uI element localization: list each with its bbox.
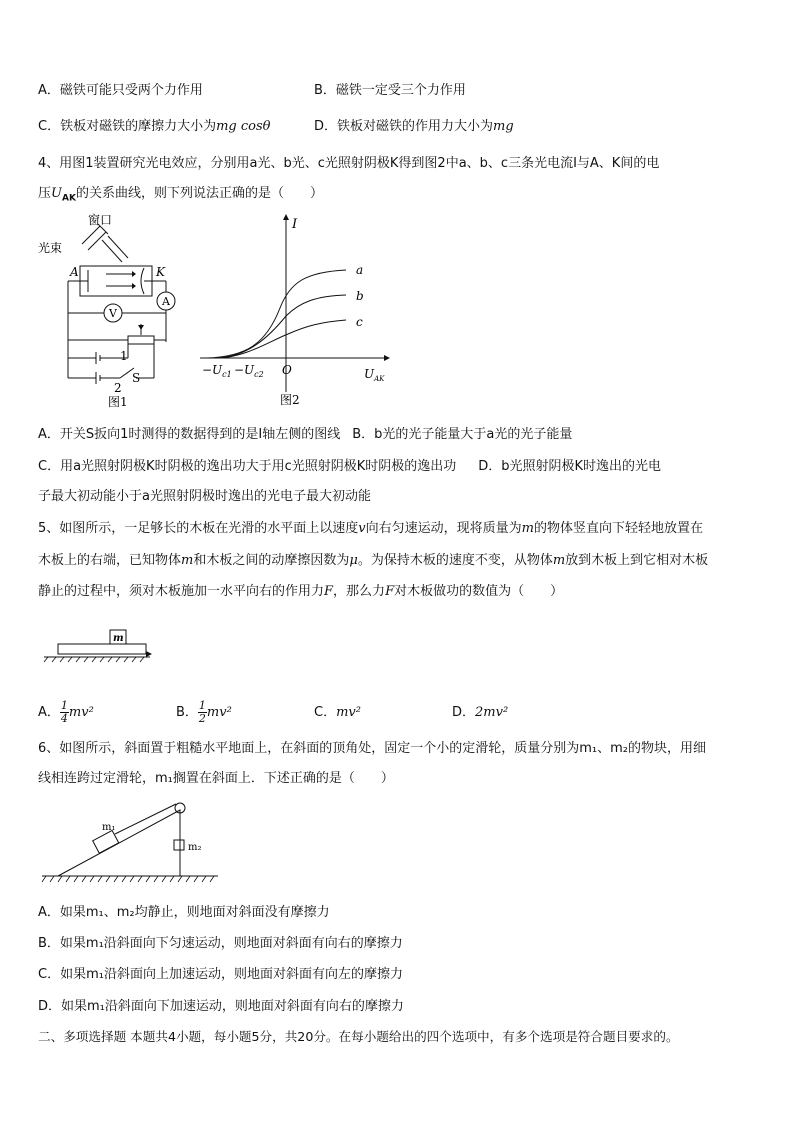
fig1-caption: 图1 — [108, 395, 128, 409]
curve-a — [206, 270, 346, 358]
fig1-label-pos1: 1 — [120, 349, 128, 363]
q5-option-c: C．mv² — [314, 705, 361, 720]
figure-1-circuit — [36, 212, 196, 412]
fig1-label-beam: 光束 — [38, 241, 63, 255]
q3-option-c — [38, 118, 270, 136]
q6-figure-m2: m₂ — [188, 842, 202, 853]
curve-c — [218, 320, 346, 358]
fig2-label-a: a — [356, 263, 364, 277]
q5-option-d: D．2mv² — [452, 705, 509, 720]
q6-option-b: B．如果m₁沿斜面向下匀速运动，则地面对斜面有向右的摩擦力 — [38, 936, 403, 951]
fig1-label-switch: S — [132, 371, 141, 385]
q6-figure-m1: m₁ — [102, 822, 116, 833]
fig2-uc2: $-U_{c2}$ — [234, 363, 264, 379]
q5-figure-board-block — [40, 620, 160, 666]
fig1-voltmeter-symbol: V — [109, 307, 117, 320]
q6-option-a: A．如果m₁、m₂均静止，则地面对斜面没有摩擦力 — [38, 905, 330, 920]
fig1-label-pos2: 2 — [114, 381, 122, 395]
q4-stem-line2 — [38, 185, 323, 208]
q4-stem-prefix: 压 — [38, 186, 52, 201]
q4-option-d-part1: D．b光照射阴极K时逸出的光电 — [478, 459, 662, 474]
fig1-label-cathode: K — [156, 265, 165, 279]
q6-stem-line2: 线相连跨过定滑轮，m₁搁置在斜面上．下述正确的是（ ） — [38, 771, 394, 786]
fig2-ylabel: I — [292, 217, 298, 232]
q3-option-d-math: mg — [493, 119, 514, 134]
q4-option-a: A．开关S扳向1时测得的数据得到的是I轴左侧的图线 — [38, 427, 341, 442]
q4-stem-suffix: 的关系曲线，则下列说法正确的是（ ） — [75, 186, 323, 201]
q3-option-c-math: mg cosθ — [216, 119, 271, 134]
q3-option-c-text: C．铁板对磁铁的摩擦力大小为 — [38, 119, 217, 134]
q6-stem-line1: 6、如图所示，斜面置于粗糙水平地面上，在斜面的顶角处，固定一个小的定滑轮，质量分别为m₁、m₂的物块，用细 — [38, 741, 707, 756]
q5-stem-line1: 5、如图所示，一足够长的木板在光滑的水平面上以速度v向右匀速运动，现将质量为m的物体竖直向下轻轻地放置在 — [38, 521, 703, 536]
q3-option-d-text: D．铁板对磁铁的作用力大小为 — [314, 119, 494, 134]
q6-option-c: C．如果m₁沿斜面向上加速运动，则地面对斜面有向左的摩擦力 — [38, 967, 403, 982]
fig2-caption: 图2 — [280, 393, 300, 407]
fig2-origin: O — [282, 363, 292, 377]
q4-stem-line1: 4、用图1装置研究光电效应，分别用a光、b光、c光照射阴极K得到图2中a、b、c三条光电流I与A、K间的电 — [38, 156, 660, 171]
q4-options-row1 — [38, 426, 572, 444]
q3-option-d — [314, 118, 514, 136]
section-2-heading: 二、多项选择题 本题共4小题，每小题5分，共20分。在每小题给出的四个选项中，有多个选项是符合题目要求的。 — [38, 1029, 679, 1044]
q5-option-a: A． $\frac{1}{4}$ mv² — [38, 699, 94, 725]
q4-options-row2 — [38, 458, 661, 476]
q5-option-b: B． $\frac{1}{2}$ mv² — [176, 699, 232, 725]
fig1-label-anode: A — [70, 265, 79, 279]
q4-stem-var: U — [51, 186, 62, 201]
fig2-uc1: $-U_{c1}$ — [202, 363, 232, 379]
q5-stem-line3: 静止的过程中，须对木板施加一水平向右的作用力F，那么力F对木板做功的数值为（ ） — [38, 584, 564, 599]
q6-figure-incline-pulley — [40, 800, 220, 890]
fig2-xlabel: $U_{AK}$ — [364, 367, 385, 383]
q5-stem-line2: 木板上的右端，已知物体m和木板之间的动摩擦因数为μ。为保持木板的速度不变，从物体m放到木板上到它相对木板 — [38, 553, 709, 568]
q4-option-d-part2: 子最大初动能小于a光照射阴极时逸出的光电子最大初动能 — [38, 489, 371, 504]
fig1-ammeter-symbol: A — [162, 295, 170, 308]
q3-option-b: B．磁铁一定受三个力作用 — [314, 83, 466, 98]
fig2-label-b: b — [356, 289, 364, 303]
q4-stem-sub: AK — [61, 193, 76, 204]
q4-option-c: C．用a光照射阴极K时阴极的逸出功大于用c光照射阴极K时阴极的逸出功 — [38, 459, 457, 474]
figure-2-iu-curves — [196, 212, 396, 408]
q4-option-b: B．b光的光子能量大于a光的光子能量 — [352, 427, 573, 442]
q3-option-a: A．磁铁可能只受两个力作用 — [38, 83, 203, 98]
q5-figure-block-label: m — [113, 633, 124, 644]
q6-option-d: D．如果m₁沿斜面向下加速运动，则地面对斜面有向右的摩擦力 — [38, 999, 404, 1014]
fig2-label-c: c — [356, 315, 363, 329]
fig1-label-window: 窗口 — [88, 213, 113, 227]
